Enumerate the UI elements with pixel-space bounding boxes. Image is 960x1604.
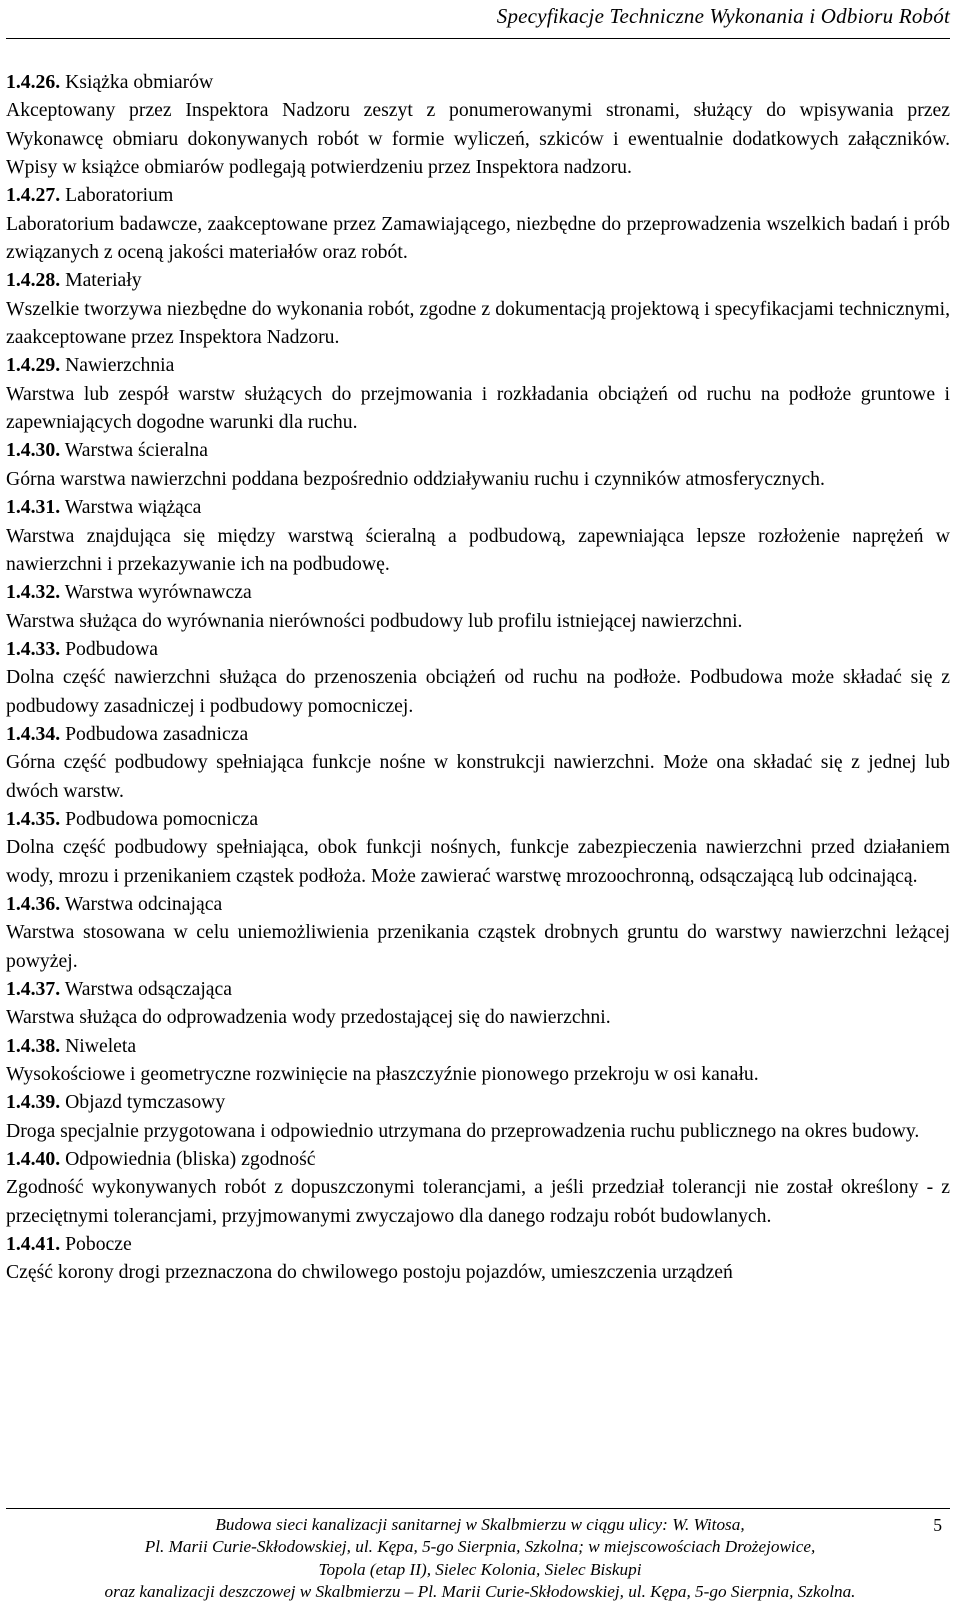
definition-heading bbox=[6, 181, 950, 209]
definition-heading bbox=[6, 1145, 950, 1173]
definition-heading bbox=[6, 351, 950, 379]
definition-text: Droga specjalnie przygotowana i odpowiednio utrzymana do przeprowadzenia ruchu publicznego na okres budowy. bbox=[6, 1119, 920, 1142]
definition-number: 1.4.31. bbox=[6, 496, 61, 519]
definition-number: 1.4.33. bbox=[6, 637, 61, 660]
definition-title: Warstwa odcinająca bbox=[60, 892, 223, 915]
definition-number: 1.4.28. bbox=[6, 269, 61, 292]
footer-line: Topola (etap II), Sielec Kolonia, Sielec Biskupi bbox=[318, 1559, 642, 1579]
definition-heading bbox=[6, 1032, 950, 1060]
footer-line: Pl. Marii Curie-Skłodowskiej, ul. Kępa, 5-go Sierpnia, Szkolna; w miejscowościach Drożejowice, bbox=[144, 1537, 816, 1557]
definition-heading bbox=[6, 68, 950, 96]
header-title: Specyfikacje Techniczne Wykonania i Odbioru Robót bbox=[496, 4, 950, 28]
definition-text: Zgodność wykonywanych robót z dopuszczonymi tolerancjami, a jeśli przedział tolerancji nie został określony - z przeciętnymi tolerancjami, przyjmowanymi zwyczajowo dla danego rodzaju robót budowlanych. bbox=[6, 1176, 950, 1227]
definition-text: Warstwa służąca do odprowadzenia wody przedostającej się do nawierzchni. bbox=[6, 1006, 611, 1029]
footer-line: oraz kanalizacji deszczowej w Skalbmierzu – Pl. Marii Curie-Skłodowskiej, ul. Kępa, 5-go Sierpnia, Szkolna. bbox=[104, 1581, 856, 1601]
definition-text: Dolna część podbudowy spełniająca, obok funkcji nośnych, funkcje zabezpieczenia nawierzchni przed działaniem wody, mrozu i przenikaniem cząstek podłoża. Może zawierać warstwę mrozoochronną, odsączającą lub odcinającą. bbox=[6, 836, 950, 887]
definition-text: Akceptowany przez Inspektora Nadzoru zeszyt z ponumerowanymi stronami, służący do wpisywania przez Wykonawcę obmiaru dokonywanych robót w formie wyliczeń, szkiców i ewentualnie dodatkowych załączników. Wpisy w książce obmiarów podlegają potwierdzeniu przez Inspektora nadzoru. bbox=[6, 99, 950, 179]
definition-title: Książka obmiarów bbox=[60, 71, 214, 93]
definition-number: 1.4.29. bbox=[6, 354, 61, 377]
definition-section bbox=[6, 1032, 950, 1089]
definition-title: Laboratorium bbox=[60, 184, 174, 207]
definition-title: Nawierzchnia bbox=[60, 354, 175, 377]
definition-section bbox=[6, 805, 950, 890]
definition-section bbox=[6, 975, 950, 1032]
definition-section bbox=[6, 635, 950, 720]
definition-number: 1.4.37. bbox=[6, 978, 61, 1000]
definition-section bbox=[6, 493, 950, 578]
definition-section bbox=[6, 68, 950, 181]
definition-heading bbox=[6, 890, 950, 918]
definition-heading bbox=[6, 266, 950, 294]
definition-section bbox=[6, 1145, 950, 1230]
definition-section bbox=[6, 1230, 950, 1287]
definition-title: Warstwa ścieralna bbox=[60, 439, 208, 462]
definition-title: Podbudowa zasadnicza bbox=[60, 722, 249, 745]
definition-number: 1.4.26. bbox=[6, 71, 61, 93]
definition-heading bbox=[6, 635, 950, 663]
definition-title: Odpowiednia (bliska) zgodność bbox=[60, 1148, 316, 1171]
definition-title: Niweleta bbox=[60, 1034, 137, 1057]
definition-heading bbox=[6, 975, 950, 1003]
document-body bbox=[6, 68, 950, 1287]
definition-title: Objazd tymczasowy bbox=[60, 1091, 226, 1114]
definition-text: Górna warstwa nawierzchni poddana bezpośrednio oddziaływaniu ruchu i czynników atmosferycznych. bbox=[6, 467, 825, 490]
definition-text: Warstwa znajdująca się między warstwą ścieralną a podbudową, zapewniająca lepsze rozłożenie naprężeń w nawierzchni i przekazywanie ich na podbudowę. bbox=[6, 524, 950, 575]
definition-heading bbox=[6, 805, 950, 833]
definition-text: Wysokościowe i geometryczne rozwinięcie na płaszczyźnie pionowego przekroju w osi kanału. bbox=[6, 1063, 759, 1086]
definition-text: Laboratorium badawcze, zaakceptowane przez Zamawiającego, niezbędne do przeprowadzenia wszelkich badań i prób związanych z oceną jakości materiałów oraz robót. bbox=[6, 212, 950, 264]
definition-text: Warstwa lub zespół warstw służących do przejmowania i rozkładania obciążeń od ruchu na podłoże gruntowe i zapewniających dogodne warunki dla ruchu. bbox=[6, 382, 950, 434]
definition-number: 1.4.36. bbox=[6, 892, 61, 915]
definition-title: Warstwa wiążąca bbox=[60, 496, 202, 519]
definition-heading bbox=[6, 493, 950, 521]
definition-title: Warstwa odsączająca bbox=[60, 978, 233, 1000]
definition-section bbox=[6, 351, 950, 436]
definition-number: 1.4.34. bbox=[6, 722, 61, 745]
definition-title: Pobocze bbox=[60, 1233, 132, 1256]
footer-line: Budowa sieci kanalizacji sanitarnej w Skalbmierzu w ciągu ulicy: W. Witosa, bbox=[215, 1515, 745, 1534]
definition-number: 1.4.32. bbox=[6, 581, 61, 604]
definition-number: 1.4.39. bbox=[6, 1091, 61, 1114]
definition-number: 1.4.30. bbox=[6, 439, 61, 462]
definition-number: 1.4.40. bbox=[6, 1148, 61, 1171]
definition-section bbox=[6, 890, 950, 975]
definition-title: Podbudowa pomocnicza bbox=[60, 807, 259, 830]
definition-text: Warstwa służąca do wyrównania nierówności podbudowy lub profilu istniejącej nawierzchni. bbox=[6, 609, 743, 632]
definition-title: Podbudowa bbox=[60, 637, 159, 660]
header-rule bbox=[6, 38, 950, 39]
definition-title: Warstwa wyrównawcza bbox=[60, 581, 252, 604]
definition-heading bbox=[6, 578, 950, 606]
definition-section bbox=[6, 1088, 950, 1145]
page-footer bbox=[0, 1508, 960, 1604]
definition-heading bbox=[6, 1230, 950, 1258]
definition-number: 1.4.27. bbox=[6, 184, 61, 207]
definition-heading bbox=[6, 1088, 950, 1116]
definition-text: Dolna część nawierzchni służąca do przenoszenia obciążeń od ruchu na podłoże. Podbudowa może składać się z podbudowy zasadniczej i podbudowy pomocniczej. bbox=[6, 666, 950, 717]
definition-heading bbox=[6, 720, 950, 748]
definition-text: Górna część podbudowy spełniająca funkcje nośne w konstrukcji nawierzchni. Może ona składać się z jednej lub dwóch warstw. bbox=[6, 751, 950, 802]
definition-title: Materiały bbox=[60, 269, 142, 292]
page-header bbox=[0, 0, 960, 42]
definition-number: 1.4.38. bbox=[6, 1034, 61, 1057]
definition-text: Warstwa stosowana w celu uniemożliwienia przenikania cząstek drobnych gruntu do warstwy nawierzchni leżącej powyżej. bbox=[6, 921, 950, 972]
footer-project-description bbox=[0, 1514, 960, 1603]
definition-text: Wszelkie tworzywa niezbędne do wykonania robót, zgodne z dokumentacją projektową i specyfikacjami technicznymi, zaakceptowane przez Inspektora Nadzoru. bbox=[6, 297, 950, 349]
definition-number: 1.4.35. bbox=[6, 807, 61, 830]
definition-heading bbox=[6, 436, 950, 464]
definition-section bbox=[6, 578, 950, 635]
definition-section bbox=[6, 720, 950, 805]
footer-rule bbox=[6, 1508, 950, 1509]
definition-section bbox=[6, 436, 950, 493]
page-number: 5 bbox=[933, 1515, 942, 1535]
definition-section bbox=[6, 181, 950, 266]
definition-section bbox=[6, 266, 950, 351]
definition-number: 1.4.41. bbox=[6, 1233, 61, 1256]
definition-text: Część korony drogi przeznaczona do chwilowego postoju pojazdów, umieszczenia urządzeń bbox=[6, 1261, 733, 1284]
